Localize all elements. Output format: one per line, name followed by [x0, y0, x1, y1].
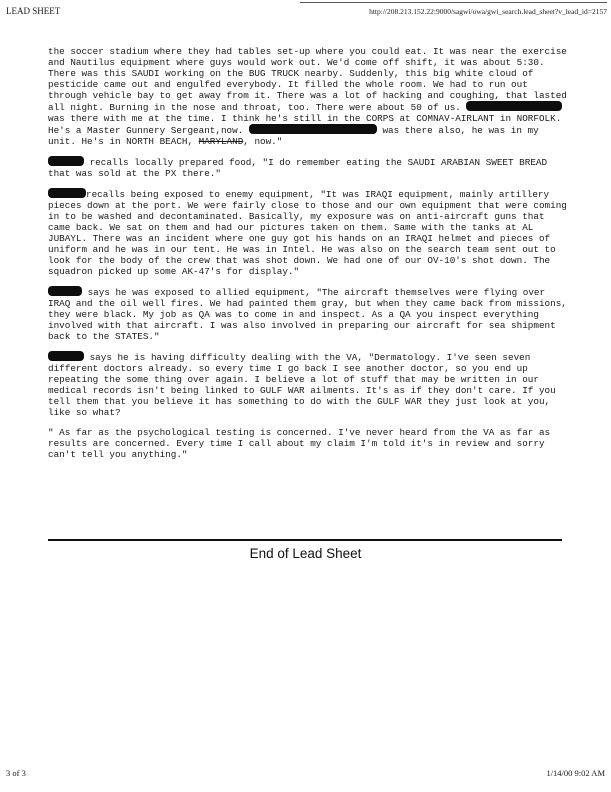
- header-rule: [300, 2, 607, 3]
- paragraph-stadium-incident: [48, 46, 573, 147]
- paragraph-allied-equipment: [48, 286, 573, 342]
- paragraph-psych-testing: [48, 427, 568, 460]
- redaction-block: [48, 351, 84, 361]
- paragraph-text: was there with me at the time. I think he's still in the CORPS at COMNAV-AIRLANT in NORFOLK. He's a Master Gunnery Sergeant,now.: [48, 102, 569, 136]
- redaction-block: [249, 124, 377, 134]
- paragraph-text: was there also, he was in my unit. He's in NORTH BEACH,: [48, 125, 545, 147]
- paragraph-food: [48, 156, 568, 179]
- redaction-block: [466, 101, 562, 111]
- page-number: 3 of 3: [6, 768, 26, 778]
- header-url: http://208.213.152.22:9000/sagwi/owa/gwi_search.lead_sheet?v_lead_id=2157: [369, 7, 607, 16]
- redaction-block: [48, 156, 84, 166]
- end-of-lead-sheet-heading: End of Lead Sheet: [249, 546, 362, 561]
- redaction-block: [48, 188, 86, 198]
- paragraph-text: recalls being exposed to enemy equipment, "It was IRAQI equipment, mainly artillery pieces down at the port. We were fairly close to those and our own equipment that were coming in to be washed and decontaminated. Basically, my exposure was on anti-aircraft guns that came back. We sat on them and had our pictures taken on them. Same with the tanks at AL JUBAYL. There was an incident where one guy got his hands on an IRAQI helmet and pieces of uniform and he was in our tent. He was in Intel. He was also on the search team sent out to look for the body of the crew that was shot down. We had one of our OV-10's shot down. The squadron picked up some AK-47's for display.": [48, 189, 573, 277]
- redaction-block: [48, 286, 82, 296]
- paragraph-text: says he was exposed to allied equipment, "The aircraft themselves were flying over IRAQ and the oil well fires. We had painted them gray, but when they came back from missions, they were black. My job as QA was to come in and inspect. As a QA you inspect everything involved with that aircraft. I was also involved in preparing our aircraft for sea shipment back to the STATES.": [48, 287, 573, 342]
- section-divider: [48, 539, 562, 541]
- paragraph-text: recalls locally prepared food, "I do remember eating the SAUDI ARABIAN SWEET BREAD that was sold at the PX there.": [48, 157, 553, 179]
- paragraph-va-difficulty: [48, 351, 568, 418]
- print-timestamp: 1/14/00 9:02 AM: [546, 768, 605, 778]
- paragraph-text: " As far as the psychological testing is concerned. I've never heard from the VA as far as results are concerned. Every time I call about my claim I'm told it's in review and sorry can't tell you anything.": [48, 427, 556, 460]
- header-title: LEAD SHEET: [6, 6, 61, 16]
- document-body: [48, 46, 573, 469]
- paragraph-text: the soccer stadium where they had tables set-up where you could eat. It was near the exercise and Nautilus equipment where guys would work out. We'd come off shift, it was about 5:30. There was this SAUDI working on the BUG TRUCK nearby. Suddenly, this big white cloud of pesticide came out and engulfed everybody. It filled the whole room. We had to run out through vehicle bay to get away from it. There was a lot of hacking and coughing, that lasted all night. Burning in the nose and throat, too. There were about 50 of us.: [48, 46, 573, 113]
- paragraph-enemy-equipment: [48, 188, 573, 277]
- paragraph-text: says he is having difficulty dealing with the VA, "Dermatology. I've seen seven different doctors already. so every time I go back I see another doctor, so you end up repeating the some thing over again. I believe a lot of stuff that may be written in our medical records isn't being linked to GULF WAR ailments. It's as if they don't care. If you tell them that you believe it has something to do with the GULF WAR they just look at you, like so what?: [48, 352, 562, 418]
- paragraph-text: , now.": [243, 136, 283, 147]
- struck-text: MARYLAND: [198, 136, 244, 147]
